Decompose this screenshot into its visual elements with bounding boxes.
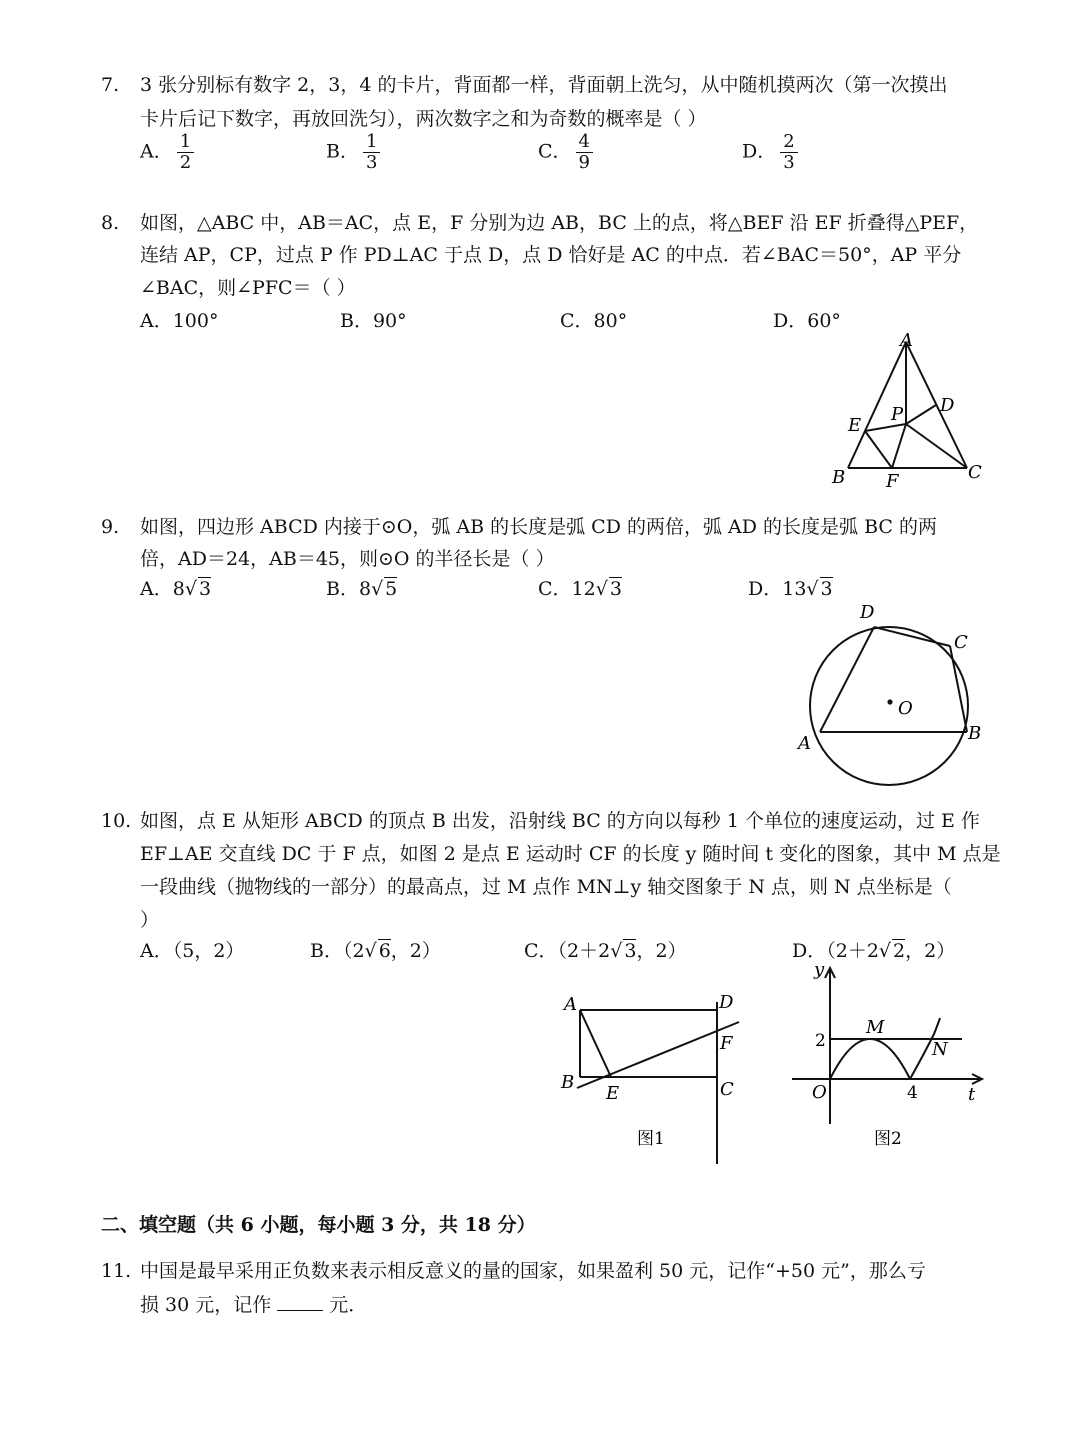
q8-label-e: E <box>848 415 862 436</box>
q10-b-pre: （ <box>342 940 353 962</box>
q7-option-b <box>326 132 380 173</box>
q9-option-c-label: C． <box>538 578 572 600</box>
q9-d-rad: 3 <box>820 578 833 600</box>
q10-d-post: ，2） <box>905 940 956 962</box>
q8-triangle-figure <box>820 328 1000 493</box>
q9-chord-cb <box>950 646 967 732</box>
q10-f1-label-b: B <box>561 1072 575 1093</box>
q10-f2-label-n: N <box>932 1039 948 1060</box>
q8-text-line2: 连结 AP，CP，过点 P 作 PD⊥AC 于点 D，点 D 恰好是 AC 的中点．若∠BAC＝50°，AP 平分 <box>140 244 962 266</box>
q11-answer-blank[interactable] <box>277 1292 323 1311</box>
q9-option-b: B．8√ 5 <box>326 578 398 600</box>
q7-a-num: 1 <box>177 132 194 153</box>
q10-f2-tick-2: 2 <box>815 1031 826 1051</box>
q9-d-coef: 13 <box>782 578 807 600</box>
q10-f1-label-c: C <box>720 1079 734 1100</box>
q10-text-line1: 如图，点 E 从矩形 ABCD 的顶点 B 出发，沿射线 BC 的方向以每秒 1 个单位的速度运动，过 E 作 <box>140 810 980 832</box>
q8-seg-ac <box>906 342 967 468</box>
q7-option-c-label: C． <box>538 140 572 163</box>
section2-title: 二、填空题（共 6 小题，每小题 3 分，共 18 分） <box>101 1214 536 1236</box>
q10-number: 10. <box>101 810 132 832</box>
q8-text-line1: 如图，△ABC 中，AB＝AC，点 E，F 分别为边 AB，BC 上的点，将△BEF 沿 EF 折叠得△PEF， <box>140 212 979 234</box>
q9-c-coef: 12 <box>571 578 596 600</box>
q10-option-b-label: B． <box>310 940 343 962</box>
q11-text-line1: 中国是最早采用正负数来表示相反意义的量的国家，如果盈利 50 元，记作“+50 元”，那么亏 <box>140 1260 926 1282</box>
q8-seg-pc <box>906 424 967 468</box>
q9-text-line1: 如图，四边形 ABCD 内接于⊙O，弧 AB 的长度是弧 CD 的两倍，弧 AD 的长度是弧 BC 的两 <box>140 516 937 538</box>
q10-f2-caption: 图2 <box>874 1129 902 1149</box>
q9-text-line2: 倍，AD＝24，AB＝45，则⊙O 的半径长是（ ） <box>140 548 555 570</box>
q9-b-coef: 8 <box>358 578 372 600</box>
q10-b-post: ，2） <box>390 940 441 962</box>
q7-c-den: 9 <box>578 152 590 173</box>
q9-chord-ad <box>820 627 874 732</box>
q7-option-d <box>742 132 798 173</box>
q8-seg-ep <box>865 424 906 431</box>
q9-b-rad: 5 <box>385 578 398 600</box>
q10-c-pre: （2＋ <box>557 940 599 962</box>
q9-a-coef: 8 <box>172 578 185 600</box>
q8-option-a: A．100° <box>140 310 219 332</box>
q8-seg-pd <box>906 405 936 424</box>
q7-d-num: 2 <box>780 132 797 153</box>
q10-option-a-label: A． <box>140 940 173 962</box>
q9-option-d-label: D． <box>748 578 783 600</box>
q9-circle-figure <box>790 598 1000 786</box>
q8-seg-ef <box>865 431 892 468</box>
q10-text-line3: 一段曲线（抛物线的一部分）的最高点，过 M 点作 MN⊥y 轴交图象于 N 点，则 N 点坐标是（ <box>140 876 952 898</box>
q8-label-d: D <box>940 395 955 416</box>
q10-option-d-label: D． <box>792 940 827 962</box>
q10-option-d: D．（2＋2√ 2，2） <box>792 940 956 962</box>
q10-figure2-graph <box>788 958 998 1158</box>
q8-number: 8. <box>101 212 120 234</box>
q10-f2-label-t: t <box>968 1084 976 1105</box>
q7-option-c <box>538 132 593 173</box>
q9-label-c: C <box>954 632 968 653</box>
q10-b-coef: 2 <box>352 940 365 962</box>
q9-option-a-label: A． <box>140 578 173 600</box>
q10-b-rad: 6 <box>378 940 391 962</box>
q7-number: 7. <box>101 74 120 96</box>
q7-text-line1: 3 张分别标有数字 2，3，4 的卡片，背面都一样，背面朝上洗匀，从中随机摸两次（第一次摸出 <box>140 74 948 96</box>
q9-option-b-label: B． <box>326 578 359 600</box>
q10-text-line4: ） <box>140 909 160 931</box>
q9-center-dot <box>887 699 892 704</box>
q8-label-f: F <box>886 471 899 492</box>
q8-option-d: D．60° <box>773 310 841 332</box>
q10-f1-label-a: A <box>564 994 577 1015</box>
q7-b-num: 1 <box>363 132 380 153</box>
q10-f1-label-d: D <box>719 992 734 1013</box>
q10-f1-label-f: F <box>720 1033 733 1054</box>
q10-f1-seg-ae <box>580 1010 611 1077</box>
q8-option-c: C．80° <box>560 310 628 332</box>
q10-f2-tick-4: 4 <box>907 1083 918 1103</box>
q10-figure1-rectangle <box>555 988 755 1168</box>
q10-c-rad: 3 <box>624 940 637 962</box>
q9-number: 9. <box>101 516 120 538</box>
q10-c-post: ，2） <box>636 940 687 962</box>
q11-text-line2-before: 损 30 元，记作 <box>140 1294 272 1316</box>
q10-c-coef: 2 <box>598 940 611 962</box>
q9-label-o: O <box>898 698 913 719</box>
q8-option-b: B．90° <box>340 310 407 332</box>
q7-c-num: 4 <box>576 132 593 153</box>
q8-seg-pf <box>892 424 906 468</box>
q7-option-a-label: A． <box>140 140 173 163</box>
q9-option-d: D．13√ 3 <box>748 578 833 600</box>
q9-label-b: B <box>968 723 982 744</box>
q7-text-line2: 卡片后记下数字，再放回洗匀），两次数字之和为奇数的概率是（ ） <box>140 108 707 130</box>
q9-option-c: C．12√ 3 <box>538 578 622 600</box>
q7-b-den: 3 <box>365 152 378 173</box>
q10-option-b: B．（2√ 6，2） <box>310 940 441 962</box>
q9-label-a: A <box>798 733 811 754</box>
q11-number: 11. <box>101 1260 132 1282</box>
q9-option-a: A．8√ 3 <box>140 578 212 600</box>
q10-f2-label-m: M <box>866 1017 885 1038</box>
q10-f2-label-o: O <box>812 1082 827 1103</box>
q10-option-c-label: C． <box>524 940 558 962</box>
q8-label-p: P <box>891 404 904 425</box>
q7-a-den: 2 <box>179 152 192 173</box>
q9-label-d: D <box>860 602 875 623</box>
q10-text-line2: EF⊥AE 交直线 DC 于 F 点，如图 2 是点 E 运动时 CF 的长度 y 随时间 t 变化的图象，其中 M 点是 <box>140 843 1001 865</box>
q9-c-rad: 3 <box>609 578 622 600</box>
q7-option-a <box>140 132 194 173</box>
q9-a-rad: 3 <box>198 578 212 600</box>
q8-label-b: B <box>832 467 846 488</box>
q8-label-a: A <box>900 330 913 351</box>
q10-d-coef: 2 <box>866 940 879 962</box>
q11-text-line2 <box>140 1292 367 1318</box>
q8-label-c: C <box>968 462 982 483</box>
q10-d-rad: 2 <box>893 940 906 962</box>
q11-text-line2-after: 元． <box>329 1294 368 1316</box>
q10-f2-label-y: y <box>814 959 825 980</box>
q8-text-line3: ∠BAC，则∠PFC＝（ ） <box>140 277 356 299</box>
q10-option-a <box>140 938 244 964</box>
q7-option-d-label: D． <box>742 140 777 163</box>
q10-f1-caption: 图1 <box>637 1129 665 1149</box>
q10-f1-label-e: E <box>606 1083 620 1104</box>
q7-option-b-label: B． <box>326 140 359 163</box>
q10-f2-parabola <box>830 1039 910 1079</box>
q10-d-pre: （2＋ <box>826 940 867 962</box>
q10-option-c: C．（2＋2√ 3，2） <box>524 940 687 962</box>
q7-d-den: 3 <box>783 152 795 173</box>
q10-a-value: （5，2） <box>172 940 245 962</box>
